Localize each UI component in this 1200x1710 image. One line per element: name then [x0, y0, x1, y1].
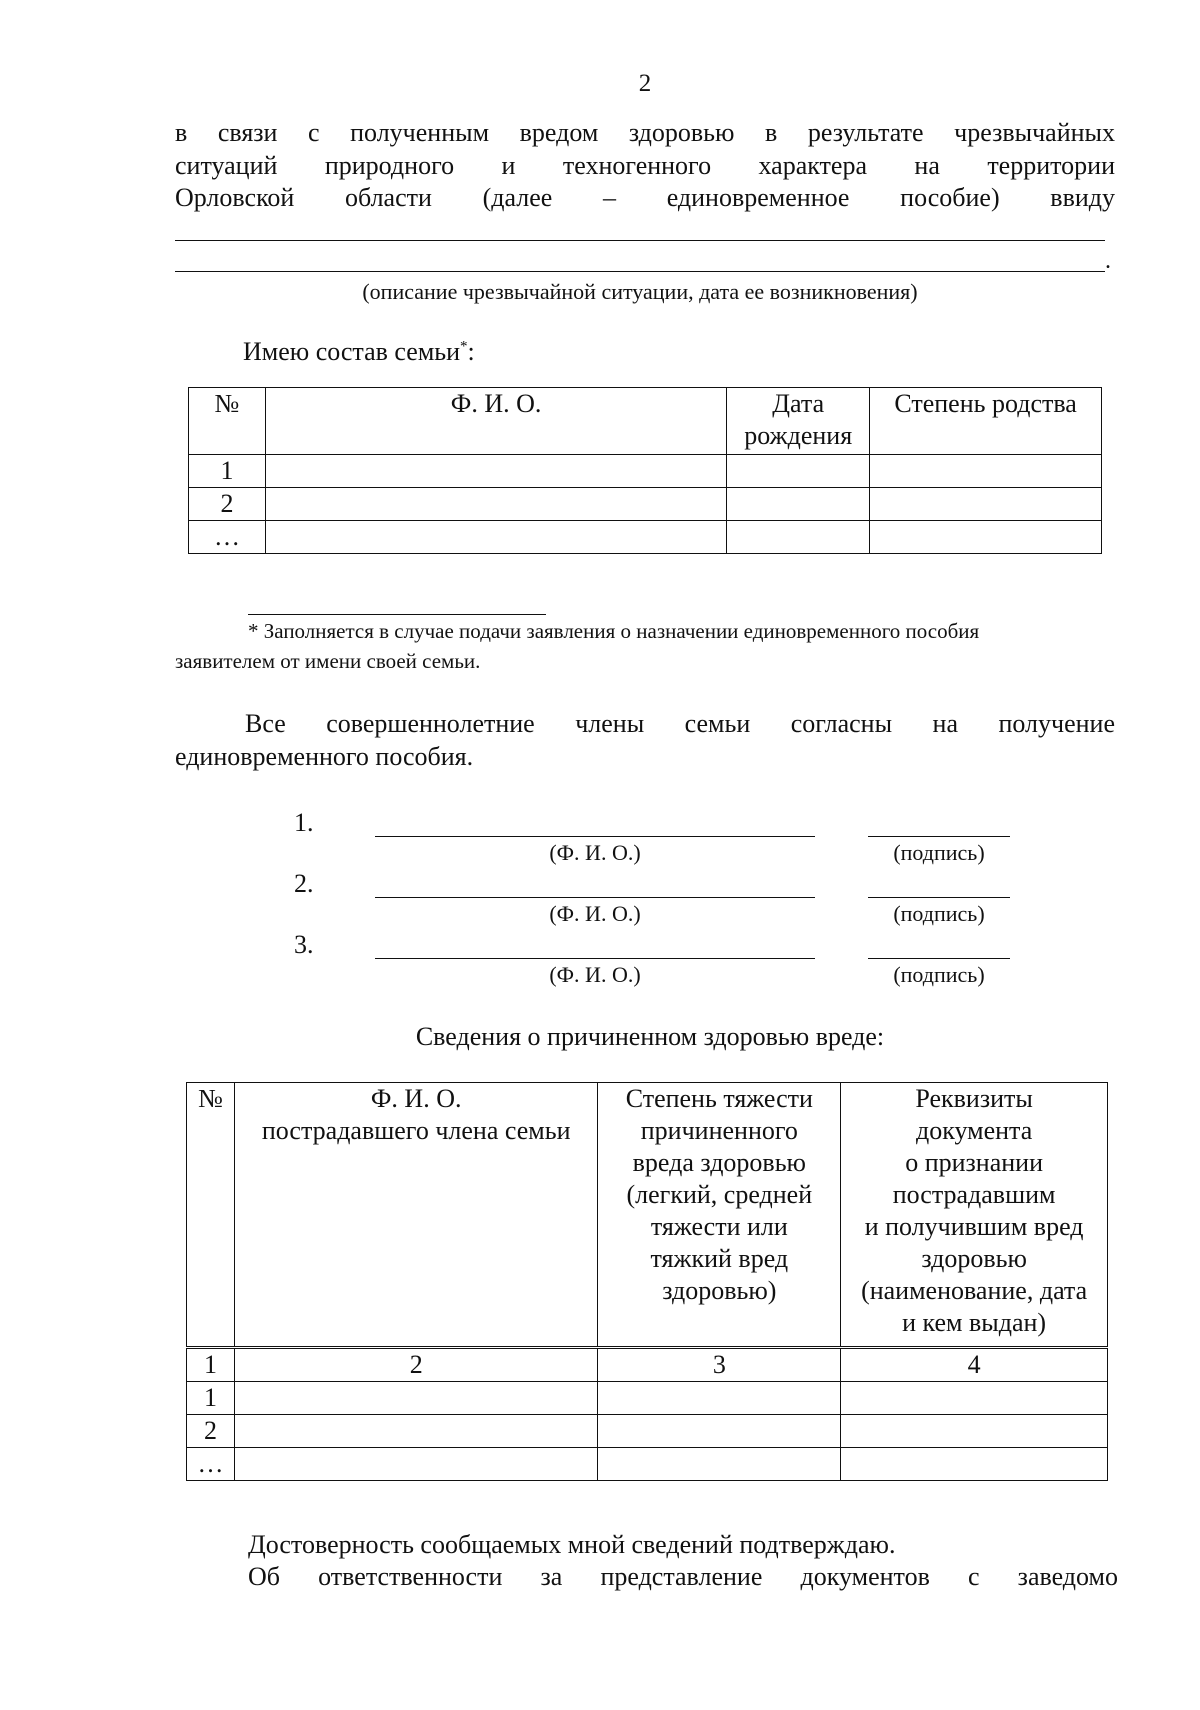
- signature-sign-line[interactable]: [868, 836, 1010, 837]
- birthdate-cell[interactable]: [727, 488, 870, 521]
- signature-sign-line[interactable]: [868, 958, 1010, 959]
- row-number: 2: [189, 488, 266, 521]
- birthdate-cell[interactable]: [727, 455, 870, 488]
- family-col-relation: Степень родства: [870, 388, 1102, 455]
- relation-cell[interactable]: [870, 521, 1102, 554]
- row-number: 1: [187, 1382, 235, 1415]
- family-col-birthdate: Дата рождения: [727, 388, 870, 455]
- family-heading: [243, 337, 475, 367]
- closing-line-1: Достоверность сообщаемых мной сведений подтверждаю.: [248, 1530, 896, 1559]
- severity-cell[interactable]: [598, 1382, 841, 1415]
- intro-line-1: в связи с полученным вредом здоровью в результате чрезвычайных: [175, 118, 1115, 147]
- harm-col-document: Реквизиты документа о признании пострадавшим и получившим вред здоровью (наименование, дата и кем выдан): [841, 1083, 1108, 1348]
- signature-sign-caption: (подпись): [893, 840, 985, 865]
- relation-cell[interactable]: [870, 455, 1102, 488]
- row-number: …: [189, 521, 266, 554]
- footnote-rule: [248, 614, 546, 615]
- signature-fio-line[interactable]: [375, 897, 815, 898]
- harm-table-header: [187, 1083, 1108, 1348]
- family-table: [188, 387, 1102, 554]
- severity-cell[interactable]: [598, 1415, 841, 1448]
- description-line-end: .: [1105, 248, 1111, 274]
- harm-col-severity: Степень тяжести причиненного вреда здоровью (легкий, средней тяжести или тяжкий вред здоровью): [598, 1083, 841, 1348]
- table-row: [189, 488, 1102, 521]
- birthdate-cell[interactable]: [727, 521, 870, 554]
- table-row: [189, 521, 1102, 554]
- signature-sign-caption: (подпись): [893, 962, 985, 987]
- family-table-header: [189, 388, 1102, 455]
- family-heading-text: Имею состав семьи: [243, 337, 461, 366]
- signature-number: 2.: [294, 869, 314, 898]
- page-number: 2: [638, 70, 652, 97]
- closing-line-2: Об ответственности за представление документов с заведомо: [248, 1562, 1118, 1591]
- fio-cell[interactable]: [265, 455, 726, 488]
- column-number: 4: [841, 1348, 1108, 1382]
- document-cell[interactable]: [841, 1415, 1108, 1448]
- column-number: 1: [187, 1348, 235, 1382]
- description-caption: (описание чрезвычайной ситуации, дата ее возникновения): [362, 279, 918, 304]
- intro-line-2: ситуаций природного и техногенного характера на территории: [175, 151, 1115, 180]
- column-number: 2: [234, 1348, 598, 1382]
- row-number: 2: [187, 1415, 235, 1448]
- harm-col-fio: Ф. И. О. пострадавшего члена семьи: [234, 1083, 598, 1348]
- description-fill-line-2[interactable]: [175, 271, 1105, 272]
- signature-sign-line[interactable]: [868, 897, 1010, 898]
- family-heading-colon: :: [467, 337, 475, 366]
- footnote-marker: *: [460, 338, 468, 355]
- fio-cell[interactable]: [234, 1448, 598, 1481]
- document-cell[interactable]: [841, 1382, 1108, 1415]
- table-row: [187, 1415, 1108, 1448]
- family-col-number: №: [189, 388, 266, 455]
- consent-line-1: Все совершеннолетние члены семьи согласны на получение: [245, 709, 1115, 738]
- footnote-line-2: заявителем от имени своей семьи.: [175, 649, 481, 673]
- harm-col-number: №: [187, 1083, 235, 1348]
- table-row: [187, 1448, 1108, 1481]
- relation-cell[interactable]: [870, 488, 1102, 521]
- severity-cell[interactable]: [598, 1448, 841, 1481]
- column-number: 3: [598, 1348, 841, 1382]
- fio-cell[interactable]: [265, 521, 726, 554]
- document-cell[interactable]: [841, 1448, 1108, 1481]
- signature-fio-caption: (Ф. И. О.): [549, 840, 641, 865]
- footnote-line-1: * Заполняется в случае подачи заявления о назначении единовременного пособия: [248, 619, 980, 643]
- signature-number: 1.: [294, 808, 314, 837]
- consent-line-2: единовременного пособия.: [175, 742, 474, 771]
- signature-fio-line[interactable]: [375, 836, 815, 837]
- intro-line-3: Орловской области (далее – единовременное пособие) ввиду: [175, 183, 1115, 212]
- family-col-fio: Ф. И. О.: [265, 388, 726, 455]
- signature-fio-line[interactable]: [375, 958, 815, 959]
- signature-fio-caption: (Ф. И. О.): [549, 901, 641, 926]
- description-fill-line-1[interactable]: [175, 240, 1105, 241]
- table-row: [189, 455, 1102, 488]
- fio-cell[interactable]: [265, 488, 726, 521]
- signature-sign-caption: (подпись): [893, 901, 985, 926]
- signature-number: 3.: [294, 930, 314, 959]
- fio-cell[interactable]: [234, 1382, 598, 1415]
- row-number: 1: [189, 455, 266, 488]
- harm-section-title: Сведения о причиненном здоровью вреде:: [415, 1022, 885, 1051]
- table-row: [187, 1382, 1108, 1415]
- fio-cell[interactable]: [234, 1415, 598, 1448]
- row-number: …: [187, 1448, 235, 1481]
- signature-fio-caption: (Ф. И. О.): [549, 962, 641, 987]
- harm-column-numbers: [187, 1348, 1108, 1382]
- harm-table: [186, 1082, 1108, 1481]
